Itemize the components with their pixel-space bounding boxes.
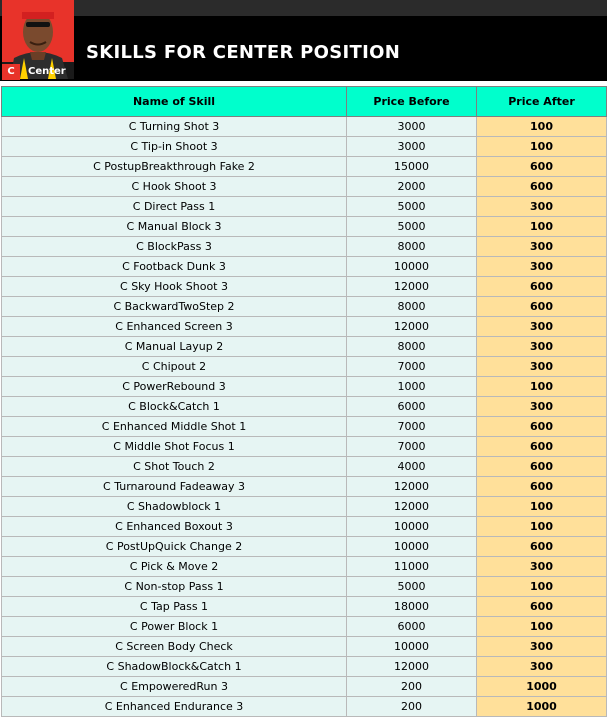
skill-name-cell: C Shot Touch 2 (2, 457, 347, 477)
price-after-cell: 300 (477, 317, 607, 337)
skill-name-cell: C Hook Shoot 3 (2, 177, 347, 197)
skill-name-cell: C Pick & Move 2 (2, 557, 347, 577)
price-before-cell: 12000 (347, 317, 477, 337)
price-after-cell: 300 (477, 657, 607, 677)
table-row (2, 297, 607, 317)
table-header (2, 87, 607, 117)
price-after-cell: 300 (477, 637, 607, 657)
price-after-cell: 300 (477, 357, 607, 377)
skill-name-cell: C Manual Layup 2 (2, 337, 347, 357)
price-before-cell: 5000 (347, 577, 477, 597)
table-row (2, 637, 607, 657)
skill-name-cell: C Manual Block 3 (2, 217, 347, 237)
price-before-cell: 11000 (347, 557, 477, 577)
skill-name-cell: C BackwardTwoStep 2 (2, 297, 347, 317)
skill-name-cell: C Footback Dunk 3 (2, 257, 347, 277)
skill-name-cell: C BlockPass 3 (2, 237, 347, 257)
table-row (2, 577, 607, 597)
price-before-cell: 1000 (347, 377, 477, 397)
skill-name-cell: C PostupBreakthrough Fake 2 (2, 157, 347, 177)
skill-name-cell: C Tap Pass 1 (2, 597, 347, 617)
table-header-row (2, 87, 607, 117)
table-row (2, 377, 607, 397)
price-after-cell: 1000 (477, 697, 607, 717)
price-before-cell: 8000 (347, 237, 477, 257)
skill-name-cell: C ShadowBlock&Catch 1 (2, 657, 347, 677)
price-before-cell: 200 (347, 697, 477, 717)
table-row (2, 217, 607, 237)
price-after-cell: 300 (477, 197, 607, 217)
price-after-cell: 600 (477, 297, 607, 317)
table-row (2, 697, 607, 717)
position-badge-letter: C (2, 64, 20, 80)
price-after-cell: 600 (477, 437, 607, 457)
price-before-cell: 10000 (347, 517, 477, 537)
price-after-cell: 600 (477, 457, 607, 477)
table-row (2, 477, 607, 497)
table-row (2, 677, 607, 697)
table-row (2, 337, 607, 357)
skill-name-cell: C Turning Shot 3 (2, 117, 347, 137)
price-after-cell: 600 (477, 277, 607, 297)
price-before-cell: 12000 (347, 277, 477, 297)
price-before-cell: 5000 (347, 197, 477, 217)
price-after-cell: 600 (477, 417, 607, 437)
price-after-cell: 600 (477, 597, 607, 617)
table-row (2, 417, 607, 437)
column-header-skill-name: Name of Skill (2, 87, 347, 117)
price-before-cell: 6000 (347, 617, 477, 637)
table-body (2, 117, 607, 717)
price-before-cell: 200 (347, 677, 477, 697)
price-before-cell: 7000 (347, 417, 477, 437)
price-before-cell: 2000 (347, 177, 477, 197)
price-after-cell: 100 (477, 217, 607, 237)
skill-name-cell: C Screen Body Check (2, 637, 347, 657)
price-after-cell: 300 (477, 257, 607, 277)
table-row (2, 117, 607, 137)
table-row (2, 177, 607, 197)
price-before-cell: 10000 (347, 537, 477, 557)
price-before-cell: 12000 (347, 657, 477, 677)
price-after-cell: 1000 (477, 677, 607, 697)
table-row (2, 517, 607, 537)
skill-name-cell: C EmpoweredRun 3 (2, 677, 347, 697)
skills-price-table (1, 86, 607, 717)
skill-name-cell: C Turnaround Fadeaway 3 (2, 477, 347, 497)
skill-name-cell: C Chipout 2 (2, 357, 347, 377)
price-after-cell: 100 (477, 377, 607, 397)
price-after-cell: 300 (477, 557, 607, 577)
price-after-cell: 100 (477, 497, 607, 517)
price-before-cell: 7000 (347, 437, 477, 457)
price-before-cell: 3000 (347, 117, 477, 137)
skill-name-cell: C Power Block 1 (2, 617, 347, 637)
price-before-cell: 3000 (347, 137, 477, 157)
price-after-cell: 600 (477, 537, 607, 557)
column-header-price-after: Price After (477, 87, 607, 117)
column-header-price-before: Price Before (347, 87, 477, 117)
skill-name-cell: C Enhanced Endurance 3 (2, 697, 347, 717)
table-row (2, 257, 607, 277)
price-before-cell: 10000 (347, 257, 477, 277)
price-after-cell: 600 (477, 477, 607, 497)
price-after-cell: 300 (477, 397, 607, 417)
table-row (2, 657, 607, 677)
price-after-cell: 300 (477, 337, 607, 357)
skill-name-cell: C Enhanced Middle Shot 1 (2, 417, 347, 437)
skill-name-cell: C PowerRebound 3 (2, 377, 347, 397)
price-after-cell: 100 (477, 117, 607, 137)
table-row (2, 277, 607, 297)
price-before-cell: 7000 (347, 357, 477, 377)
price-after-cell: 100 (477, 577, 607, 597)
table-row (2, 597, 607, 617)
table-row (2, 317, 607, 337)
price-before-cell: 12000 (347, 497, 477, 517)
price-before-cell: 15000 (347, 157, 477, 177)
table-row (2, 497, 607, 517)
table-row (2, 537, 607, 557)
price-before-cell: 10000 (347, 637, 477, 657)
table-row (2, 557, 607, 577)
table-row (2, 197, 607, 217)
table-row (2, 397, 607, 417)
price-after-cell: 300 (477, 237, 607, 257)
table-row (2, 457, 607, 477)
price-before-cell: 5000 (347, 217, 477, 237)
price-before-cell: 4000 (347, 457, 477, 477)
skill-name-cell: C Tip-in Shoot 3 (2, 137, 347, 157)
price-after-cell: 600 (477, 177, 607, 197)
table-row (2, 617, 607, 637)
table-row (2, 237, 607, 257)
skill-name-cell: C Middle Shot Focus 1 (2, 437, 347, 457)
skill-name-cell: C Enhanced Boxout 3 (2, 517, 347, 537)
skill-name-cell: C Sky Hook Shoot 3 (2, 277, 347, 297)
table-row (2, 137, 607, 157)
price-before-cell: 12000 (347, 477, 477, 497)
skill-name-cell: C PostUpQuick Change 2 (2, 537, 347, 557)
header-banner (0, 0, 607, 81)
position-badge-label: Center (28, 66, 66, 77)
price-before-cell: 8000 (347, 297, 477, 317)
price-after-cell: 100 (477, 517, 607, 537)
skill-name-cell: C Non-stop Pass 1 (2, 577, 347, 597)
skill-name-cell: C Block&Catch 1 (2, 397, 347, 417)
table-row (2, 357, 607, 377)
skill-name-cell: C Shadowblock 1 (2, 497, 347, 517)
price-before-cell: 6000 (347, 397, 477, 417)
table-row (2, 157, 607, 177)
skill-name-cell: C Enhanced Screen 3 (2, 317, 347, 337)
page-title: SKILLS FOR CENTER POSITION (86, 42, 401, 63)
skill-name-cell: C Direct Pass 1 (2, 197, 347, 217)
price-before-cell: 8000 (347, 337, 477, 357)
price-after-cell: 100 (477, 617, 607, 637)
price-after-cell: 100 (477, 137, 607, 157)
price-before-cell: 18000 (347, 597, 477, 617)
table-row (2, 437, 607, 457)
price-after-cell: 600 (477, 157, 607, 177)
